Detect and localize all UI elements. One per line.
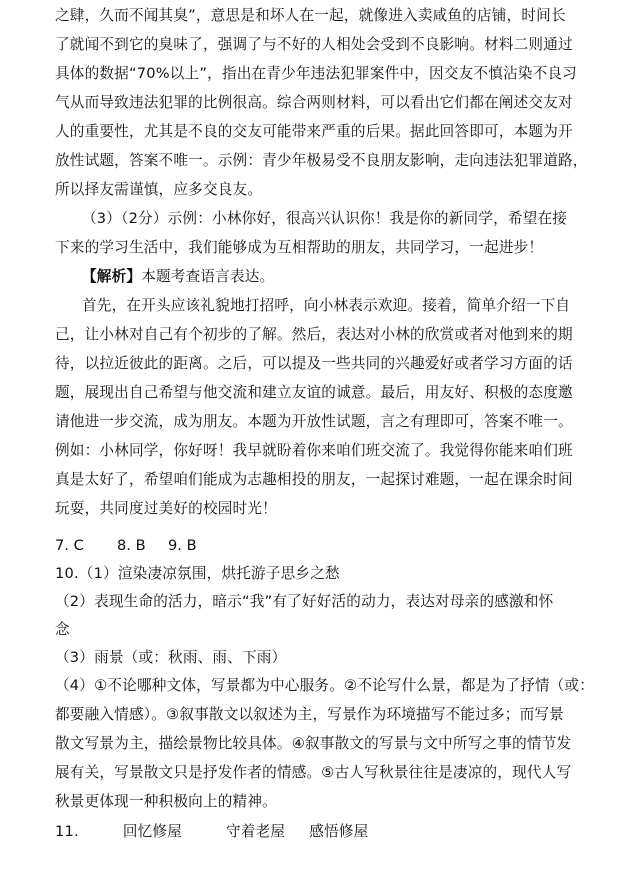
paragraph1-line-1: 之肆，久而不闻其臭”，意思是和坏人在一起，就像进入卖咸鱼的店铺，时间长: [55, 7, 566, 24]
q11-item-3: 感悟修屋: [309, 823, 369, 840]
paragraph2-line-1: 首先，在开头应该礼貌地打招呼，向小林表示欢迎。接着，简单介绍一下自: [82, 297, 571, 314]
q10-line-4-3: 散文写景为主，描绘景物比较具体。④叙事散文的写景与文中所写之事的情节发: [55, 735, 572, 752]
analysis-text: 本题考查语言表达。: [141, 268, 275, 285]
q11-item-1: 回忆修屋: [122, 823, 182, 840]
q10-line-2b: 念: [55, 621, 70, 638]
analysis-label: 【解析】: [82, 268, 142, 285]
paragraph2-line-5: 请他进一步交流，成为朋友。本题为开放性试题，言之有理即可，答案不唯一。: [55, 413, 573, 430]
q10-line-2a: （2）表现生命的活力，暗示“我”有了好好活的动力，表达对母亲的感激和怀: [55, 593, 554, 610]
paragraph2-line-4: 题，展现出自己希望与他交流和建立友谊的诚意。最后，用友好、积极的态度邀: [55, 384, 573, 401]
q10-line-3: （3）雨景（或：秋雨、雨、下雨）: [55, 649, 287, 666]
q3-line-2: 下来的学习生活中，我们能够成为互相帮助的朋友，共同学习，一起进步！: [55, 239, 544, 256]
paragraph2-line-6: 例如：小林同学，你好呀！我早就盼着你来咱们班交流了。我觉得你能来咱们班: [55, 442, 573, 459]
paragraph2-line-7: 真是太好了，希望咱们能成为志趣相投的朋友，一起探讨难题，一起在课余时间: [55, 471, 573, 488]
q11-line: [55, 822, 368, 842]
paragraph1-line-7: 所以择友需谨慎，应多交良友。: [55, 181, 263, 198]
paragraph2-line-3: 待，以拉近彼此的距离。之后，可以提及一些共同的兴趣爱好或者学习方面的话: [55, 355, 573, 372]
paragraph2-line-8: 玩耍，共同度过美好的校园时光！: [55, 500, 277, 517]
q10-line-4-1: （4）①不论哪种文体，写景都为中心服务。②不论写什么景，都是为了抒情（或：: [55, 677, 595, 694]
answer-9: 9. B: [168, 537, 197, 554]
paragraph1-line-6: 放性试题，答案不唯一。示例：青少年极易受不良朋友影响，走向违法犯罪道路，: [55, 152, 588, 169]
q10-line-4-5: 秋景更体现一种积极向上的精神。: [55, 793, 277, 810]
paragraph1-line-5: 人的重要性，尤其是不良的交友可能带来严重的后果。据此回答即可，本题为开: [55, 123, 573, 140]
paragraph2-line-2: 己，让小林对自己有个初步的了解。然后，表达对小林的欣赏或者对他到来的期: [55, 326, 573, 343]
analysis-line: [82, 267, 274, 287]
q11-number: 11.: [55, 823, 79, 840]
paragraph1-line-3: 具体的数据“70%以上”，指出在青少年违法犯罪案件中，因交友不慎沾染不良习: [55, 65, 577, 82]
paragraph1-line-4: 气从而导致违法犯罪的比例很高。综合两则材料，可以看出它们都在阐述交友对: [55, 94, 573, 111]
q10-line-4-2: 都要融入情感）。③叙事散文以叙述为主，写景作为环境描写不能过多；而写景: [55, 706, 564, 723]
answer-7: 7. C: [55, 537, 84, 554]
q10-line-4-4: 展有关，写景散文只是抒发作者的情感。⑤古人写秋景往往是凄凉的，现代人写: [55, 764, 572, 781]
answer-8: 8. B: [117, 537, 146, 554]
q3-line-1: （3）（2分）示例：小林你好，很高兴认识你！我是你的新同学，希望在接: [82, 210, 568, 227]
paragraph1-line-2: 了就闻不到它的臭味了，强调了与不好的人相处会受到不良影响。材料二则通过: [55, 36, 573, 53]
q11-item-2: 守着老屋: [226, 823, 286, 840]
q10-line-1: 10.（1）渲染凄凉氛围，烘托游子思乡之愁: [55, 565, 340, 582]
